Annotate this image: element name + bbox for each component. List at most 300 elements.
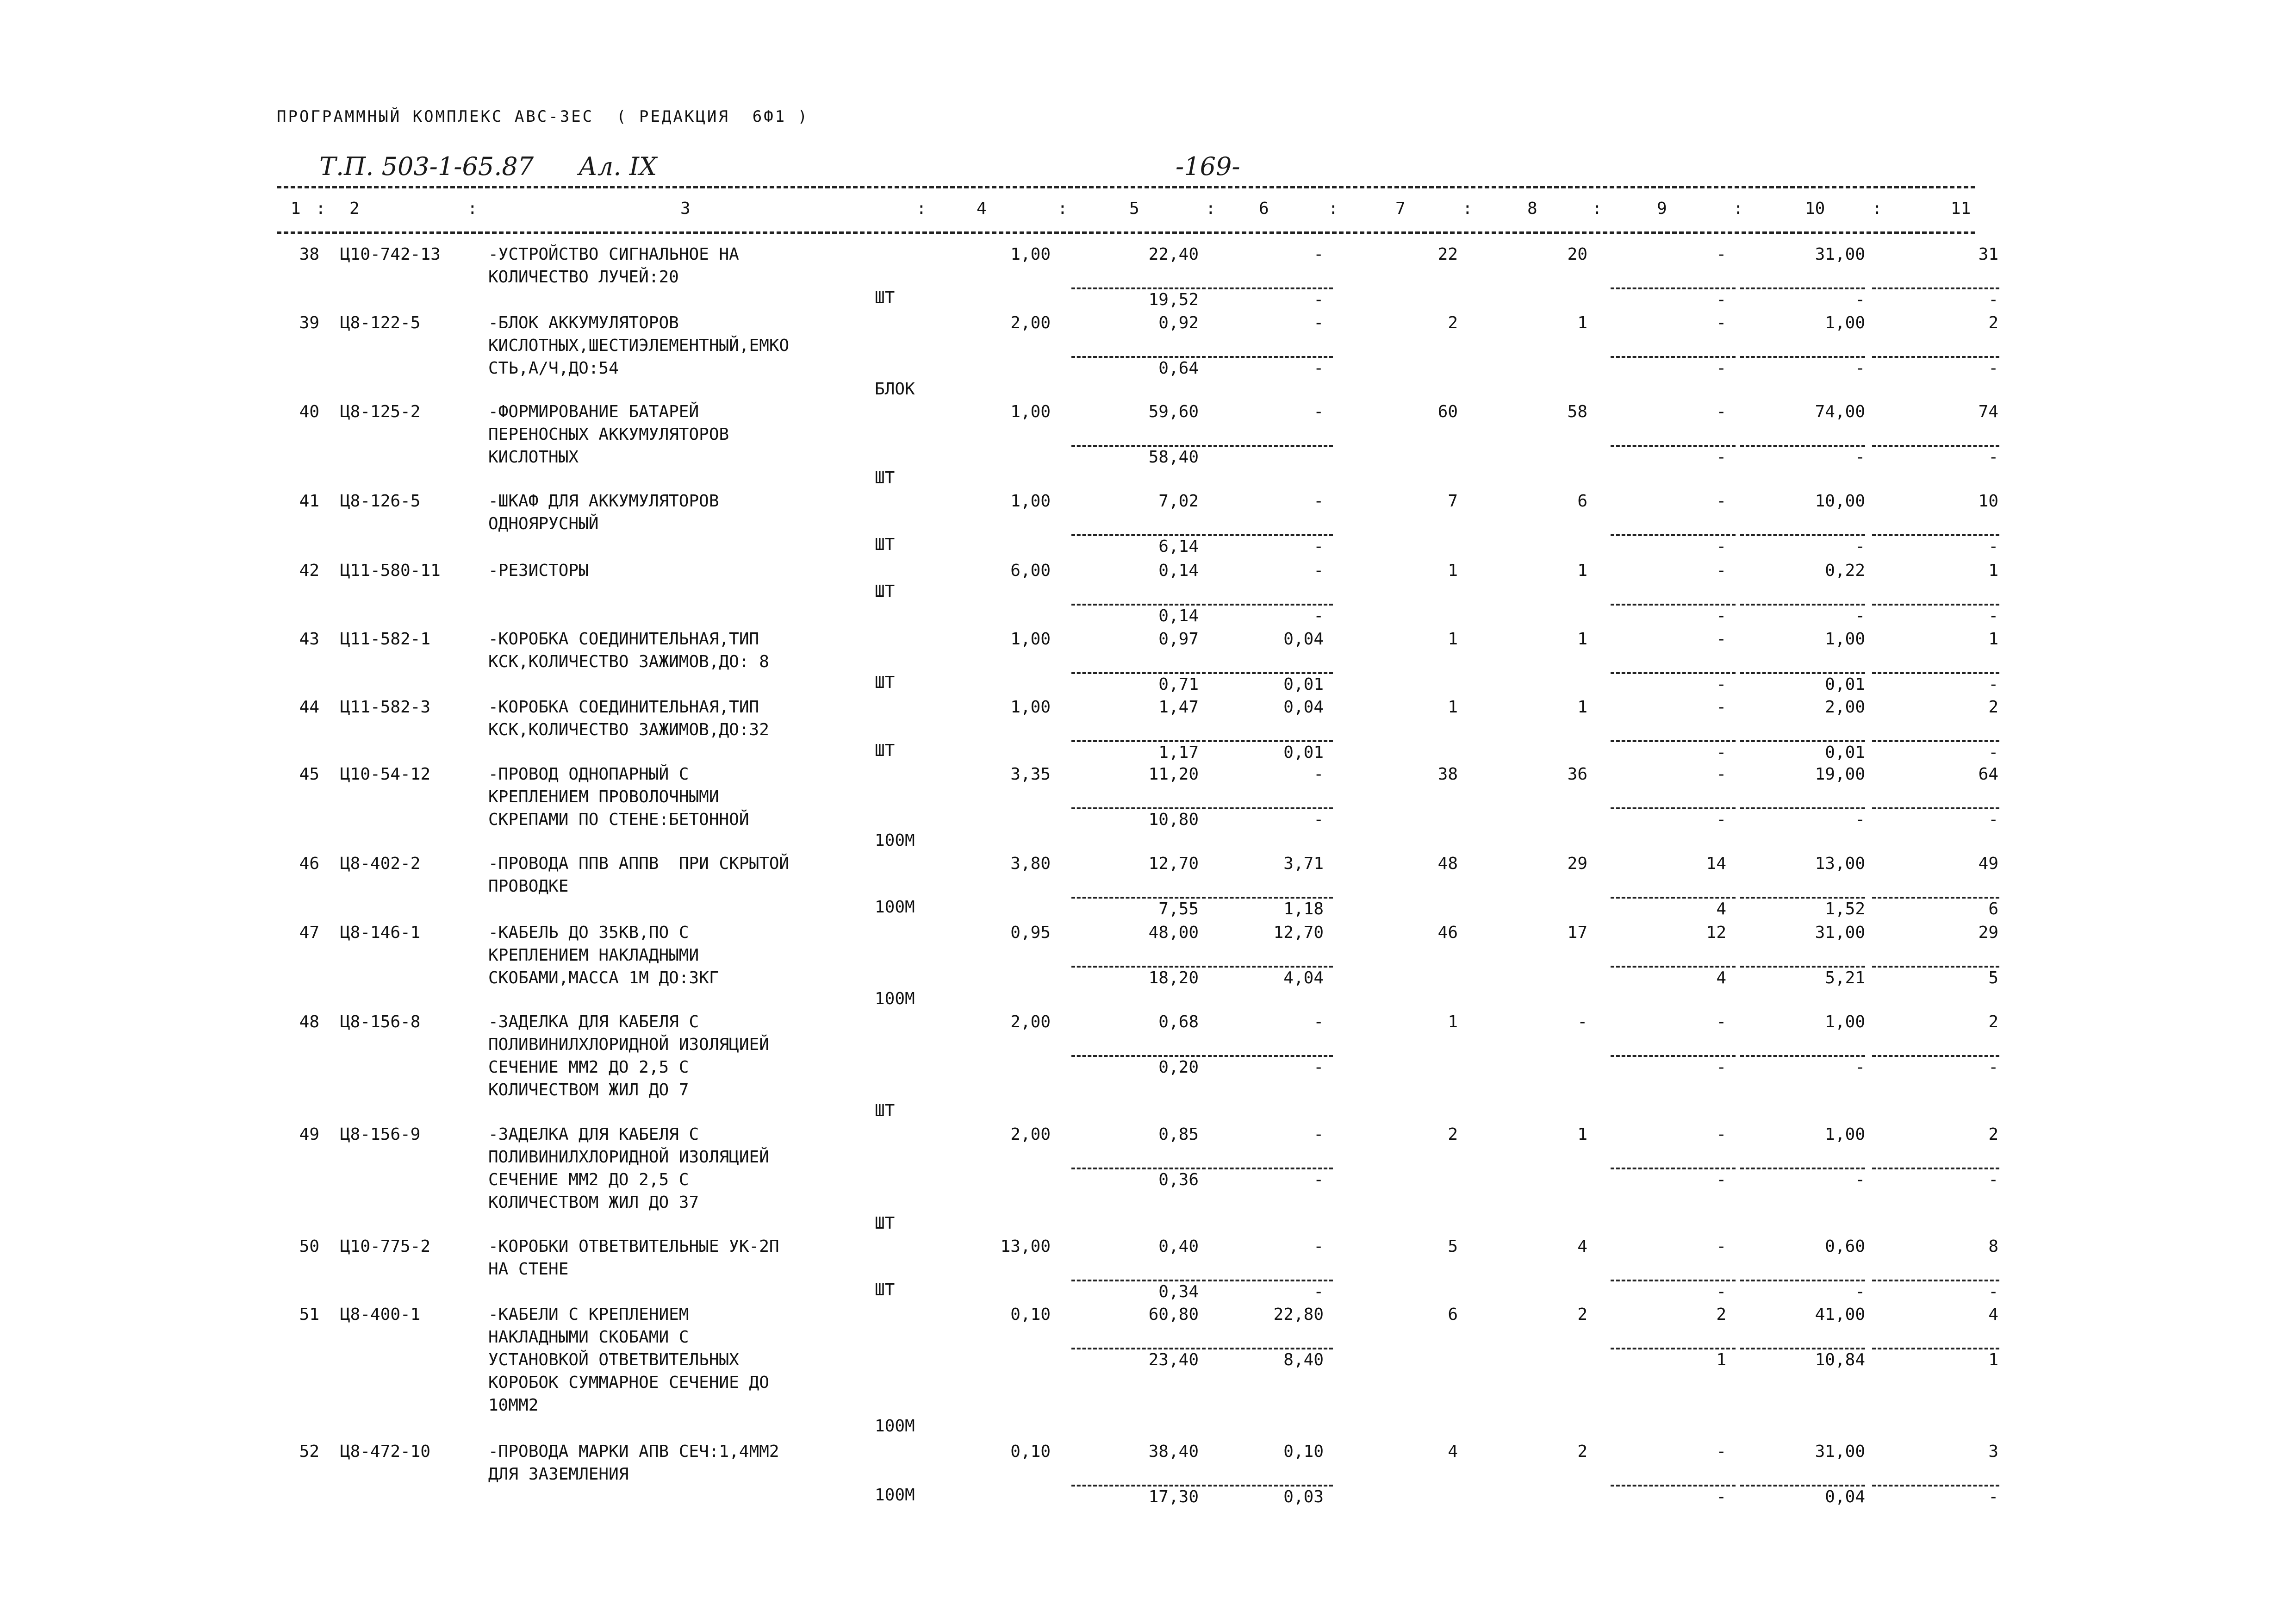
value-underline <box>1071 1055 1206 1057</box>
work-description: СЕЧЕНИЕ ММ2 ДО 2,5 С <box>488 1058 689 1077</box>
value-underline <box>1740 287 1865 289</box>
work-description: -ШКАФ ДЛЯ АККУМУЛЯТОРОВ <box>488 492 719 511</box>
col11-wage: 6 <box>1988 899 1998 918</box>
work-description: КРЕПЛЕНИЕМ ПРОВОЛОЧНЫМИ <box>488 787 719 806</box>
col10-total: 1,00 <box>1825 1125 1865 1144</box>
value-underline <box>1208 1280 1333 1281</box>
col10-wage: - <box>1855 448 1865 467</box>
unit-of-measure: ШТ <box>875 288 895 307</box>
col11-total: 2 <box>1988 1125 1998 1144</box>
col9-total: - <box>1716 698 1726 717</box>
value-underline <box>1872 1280 1999 1281</box>
col11-total: 10 <box>1978 492 1998 511</box>
column-separator: : <box>1872 199 1882 218</box>
col11-total: 1 <box>1988 561 1998 580</box>
col9-wage: 1 <box>1716 1350 1726 1369</box>
work-description: КОЛИЧЕСТВОМ ЖИЛ ДО 7 <box>488 1081 689 1099</box>
col7: 6 <box>1448 1305 1458 1324</box>
col5-total: 48,00 <box>1148 923 1199 942</box>
column-separator: : <box>916 199 927 218</box>
col6-wage: - <box>1313 1170 1324 1189</box>
col5-total: 12,70 <box>1148 854 1199 873</box>
col7: 48 <box>1437 854 1458 873</box>
col8: 58 <box>1567 402 1587 421</box>
value-underline <box>1071 740 1206 742</box>
col5-total: 0,97 <box>1158 630 1199 649</box>
col10-total: 74,00 <box>1815 402 1865 421</box>
col5-total: 0,92 <box>1158 313 1199 332</box>
col11-total: 2 <box>1988 698 1998 717</box>
column-header-3: 3 <box>680 199 691 218</box>
col5-total: 0,85 <box>1158 1125 1199 1144</box>
row-number: 42 <box>299 561 319 580</box>
rate-code: Ц8-400-1 <box>340 1305 421 1324</box>
work-description: -ПРОВОДА МАРКИ АПВ СЕЧ:1,4ММ2 <box>488 1442 779 1461</box>
quantity: 2,00 <box>1010 1012 1051 1031</box>
col10-total: 1,00 <box>1825 630 1865 649</box>
work-description: КОРОБОК СУММАРНОЕ СЕЧЕНИЕ ДО <box>488 1373 769 1392</box>
value-underline <box>1208 966 1333 968</box>
value-underline <box>1872 672 1999 674</box>
value-underline <box>1208 672 1333 674</box>
column-header-6: 6 <box>1259 199 1269 218</box>
col11-wage: - <box>1988 1058 1998 1077</box>
col7: 1 <box>1448 630 1458 649</box>
column-separator: : <box>1462 199 1473 218</box>
col5-wage: 10,80 <box>1148 810 1199 829</box>
work-description: КСК,КОЛИЧЕСТВО ЗАЖИМОВ,ДО:32 <box>488 720 769 739</box>
value-underline <box>1611 1485 1736 1487</box>
row-number: 50 <box>299 1237 319 1256</box>
value-underline <box>1872 807 1999 809</box>
work-description: КИСЛОТНЫХ <box>488 448 579 467</box>
unit-of-measure: ШТ <box>875 673 895 692</box>
quantity: 0,95 <box>1010 923 1051 942</box>
col9-wage: - <box>1716 1058 1726 1077</box>
col5-wage: 1,17 <box>1158 743 1199 762</box>
value-underline <box>1071 897 1206 899</box>
col9-total: - <box>1716 492 1726 511</box>
column-header-11: 11 <box>1951 199 1971 218</box>
column-separator: : <box>467 199 478 218</box>
col11-total: 8 <box>1988 1237 1998 1256</box>
col9-total: - <box>1716 1237 1726 1256</box>
row-number: 45 <box>299 765 319 784</box>
value-underline <box>1071 1485 1206 1487</box>
value-underline <box>1872 897 1999 899</box>
work-description: СКОБАМИ,МАССА 1М ДО:3КГ <box>488 968 719 987</box>
col7: 2 <box>1448 313 1458 332</box>
work-description: ОДНОЯРУСНЫЙ <box>488 514 599 533</box>
col10-total: 31,00 <box>1815 923 1865 942</box>
col10-total: 10,00 <box>1815 492 1865 511</box>
value-underline <box>1071 1348 1206 1349</box>
col6-total: - <box>1313 245 1324 264</box>
col11-wage: - <box>1988 606 1998 625</box>
quantity: 1,00 <box>1010 698 1051 717</box>
quantity: 1,00 <box>1010 630 1051 649</box>
col10-total: 31,00 <box>1815 245 1865 264</box>
col5-total: 0,68 <box>1158 1012 1199 1031</box>
value-underline <box>1611 287 1736 289</box>
col7: 1 <box>1448 698 1458 717</box>
work-description: ПОЛИВИНИЛХЛОРИДНОЙ ИЗОЛЯЦИЕЙ <box>488 1148 769 1167</box>
col5-total: 11,20 <box>1148 765 1199 784</box>
col9-total: - <box>1716 245 1726 264</box>
col5-wage: 0,71 <box>1158 675 1199 694</box>
col6-total: - <box>1313 1012 1324 1031</box>
col7: 7 <box>1448 492 1458 511</box>
work-description: 10ММ2 <box>488 1396 539 1415</box>
col11-wage: - <box>1988 290 1998 309</box>
unit-of-measure: ШТ <box>875 1101 895 1120</box>
work-description: КРЕПЛЕНИЕМ НАКЛАДНЫМИ <box>488 946 699 965</box>
col6-wage: - <box>1313 359 1324 378</box>
work-description: КИСЛОТНЫХ,ШЕСТИЭЛЕМЕНТНЫЙ,ЕМКО <box>488 336 790 355</box>
col5-wage: 0,20 <box>1158 1058 1199 1077</box>
unit-of-measure: ШТ <box>875 741 895 760</box>
value-underline <box>1071 1168 1206 1169</box>
col6-total: 0,04 <box>1283 630 1324 649</box>
col10-wage: - <box>1855 1170 1865 1189</box>
col9-total: - <box>1716 402 1726 421</box>
quantity: 1,00 <box>1010 492 1051 511</box>
col11-wage: - <box>1988 810 1998 829</box>
value-underline <box>1611 1280 1736 1281</box>
col11-total: 31 <box>1978 245 1998 264</box>
work-description: НАКЛАДНЫМИ СКОБАМИ С <box>488 1328 689 1347</box>
work-description: КСК,КОЛИЧЕСТВО ЗАЖИМОВ,ДО: 8 <box>488 652 769 671</box>
value-underline <box>1208 740 1333 742</box>
quantity: 0,10 <box>1010 1442 1051 1461</box>
col6-wage: 0,03 <box>1283 1487 1324 1506</box>
column-header-8: 8 <box>1527 199 1537 218</box>
work-description: -ЗАДЕЛКА ДЛЯ КАБЕЛЯ С <box>488 1012 699 1031</box>
value-underline <box>1740 897 1865 899</box>
col11-wage: - <box>1988 448 1998 467</box>
col8: 1 <box>1577 630 1587 649</box>
col11-wage: - <box>1988 675 1998 694</box>
col8: 1 <box>1577 313 1587 332</box>
col5-wage: 19,52 <box>1148 290 1199 309</box>
col8: 1 <box>1577 561 1587 580</box>
col11-total: 1 <box>1988 630 1998 649</box>
col10-wage: 10,84 <box>1815 1350 1865 1369</box>
rate-code: Ц8-156-9 <box>340 1125 421 1144</box>
col5-wage: 7,55 <box>1158 899 1199 918</box>
col6-total: - <box>1313 1125 1324 1144</box>
col9-wage: - <box>1716 743 1726 762</box>
value-underline <box>1872 1055 1999 1057</box>
work-description: КОЛИЧЕСТВОМ ЖИЛ ДО 37 <box>488 1193 699 1212</box>
col10-wage: 0,01 <box>1825 675 1865 694</box>
col11-total: 2 <box>1988 1012 1998 1031</box>
column-header-4: 4 <box>977 199 987 218</box>
col5-wage: 0,36 <box>1158 1170 1199 1189</box>
unit-of-measure: ШТ <box>875 1214 895 1233</box>
value-underline <box>1071 445 1206 447</box>
col5-total: 1,47 <box>1158 698 1199 717</box>
value-underline <box>1071 966 1206 968</box>
col5-total: 7,02 <box>1158 492 1199 511</box>
col11-total: 49 <box>1978 854 1998 873</box>
col8: 20 <box>1567 245 1587 264</box>
column-header-7: 7 <box>1395 199 1406 218</box>
col5-total: 59,60 <box>1148 402 1199 421</box>
col9-total: - <box>1716 630 1726 649</box>
col6-wage: - <box>1313 1282 1324 1301</box>
col9-total: 14 <box>1706 854 1726 873</box>
col5-wage: 18,20 <box>1148 968 1199 987</box>
value-underline <box>1208 1485 1333 1487</box>
column-separator: : <box>1058 199 1068 218</box>
row-number: 43 <box>299 630 319 649</box>
quantity: 0,10 <box>1010 1305 1051 1324</box>
value-underline <box>1208 1348 1333 1349</box>
col10-total: 2,00 <box>1825 698 1865 717</box>
rate-code: Ц10-775-2 <box>340 1237 431 1256</box>
quantity: 1,00 <box>1010 245 1051 264</box>
value-underline <box>1208 287 1333 289</box>
row-number: 52 <box>299 1442 319 1461</box>
unit-of-measure: 100М <box>875 989 915 1008</box>
col11-wage: - <box>1988 1282 1998 1301</box>
col11-wage: 1 <box>1988 1350 1998 1369</box>
col9-total: 2 <box>1716 1305 1726 1324</box>
col9-wage: - <box>1716 810 1726 829</box>
col7: 38 <box>1437 765 1458 784</box>
rate-code: Ц11-582-3 <box>340 698 431 717</box>
col6-wage: - <box>1313 606 1324 625</box>
work-description: -ФОРМИРОВАНИЕ БАТАРЕЙ <box>488 402 699 421</box>
rate-code: Ц11-580-11 <box>340 561 441 580</box>
value-underline <box>1071 1280 1206 1281</box>
col9-total: - <box>1716 765 1726 784</box>
column-separator: : <box>1592 199 1602 218</box>
unit-of-measure: 100М <box>875 831 915 850</box>
row-number: 48 <box>299 1012 319 1031</box>
value-underline <box>1611 604 1736 606</box>
row-number: 44 <box>299 698 319 717</box>
value-underline <box>1208 356 1333 358</box>
unit-of-measure: ШТ <box>875 582 895 601</box>
row-number: 40 <box>299 402 319 421</box>
page-number: -169- <box>1176 152 1240 181</box>
col5-total: 0,14 <box>1158 561 1199 580</box>
rate-code: Ц8-472-10 <box>340 1442 431 1461</box>
value-underline <box>1740 740 1865 742</box>
work-description: НА СТЕНЕ <box>488 1260 569 1279</box>
work-description: ПРОВОДКЕ <box>488 877 569 896</box>
col6-total: - <box>1313 492 1324 511</box>
value-underline <box>1071 534 1206 536</box>
header-rule-top <box>277 186 1975 188</box>
col6-total: - <box>1313 561 1324 580</box>
column-separator: : <box>1733 199 1743 218</box>
col6-wage: 0,01 <box>1283 743 1324 762</box>
col10-total: 13,00 <box>1815 854 1865 873</box>
col6-total: 0,04 <box>1283 698 1324 717</box>
rate-code: Ц8-122-5 <box>340 313 421 332</box>
quantity: 3,80 <box>1010 854 1051 873</box>
col9-wage: - <box>1716 1282 1726 1301</box>
col11-total: 29 <box>1978 923 1998 942</box>
col6-wage: 0,01 <box>1283 675 1324 694</box>
col11-total: 74 <box>1978 402 1998 421</box>
col11-total: 3 <box>1988 1442 1998 1461</box>
column-separator: : <box>316 199 326 218</box>
col5-total: 60,80 <box>1148 1305 1199 1324</box>
unit-of-measure: ШТ <box>875 1280 895 1299</box>
work-description: -ПРОВОДА ППВ АППВ ПРИ СКРЫТОЙ <box>488 854 790 873</box>
work-description: СТЬ,А/Ч,ДО:54 <box>488 359 619 378</box>
value-underline <box>1611 966 1736 968</box>
col9-total: 12 <box>1706 923 1726 942</box>
col10-total: 0,22 <box>1825 561 1865 580</box>
work-description: -ПРОВОД ОДНОПАРНЫЙ С <box>488 765 689 784</box>
value-underline <box>1740 807 1865 809</box>
col9-wage: - <box>1716 359 1726 378</box>
value-underline <box>1740 1280 1865 1281</box>
row-number: 41 <box>299 492 319 511</box>
col6-total: - <box>1313 313 1324 332</box>
unit-of-measure: ШТ <box>875 468 895 487</box>
work-description: -ЗАДЕЛКА ДЛЯ КАБЕЛЯ С <box>488 1125 699 1144</box>
value-underline <box>1071 672 1206 674</box>
value-underline <box>1740 445 1865 447</box>
value-underline <box>1611 534 1736 536</box>
col10-total: 31,00 <box>1815 1442 1865 1461</box>
col9-wage: 4 <box>1716 899 1726 918</box>
unit-of-measure: ШТ <box>875 535 895 554</box>
unit-of-measure: 100М <box>875 898 915 917</box>
col10-wage: 1,52 <box>1825 899 1865 918</box>
row-number: 39 <box>299 313 319 332</box>
col11-wage: - <box>1988 359 1998 378</box>
col11-wage: 5 <box>1988 968 1998 987</box>
value-underline <box>1740 356 1865 358</box>
value-underline <box>1071 807 1206 809</box>
rate-code: Ц8-126-5 <box>340 492 421 511</box>
col8: 36 <box>1567 765 1587 784</box>
quantity: 1,00 <box>1010 402 1051 421</box>
col10-wage: - <box>1855 1282 1865 1301</box>
value-underline <box>1872 1168 1999 1169</box>
col7: 1 <box>1448 561 1458 580</box>
col9-total: - <box>1716 313 1726 332</box>
col9-wage: - <box>1716 1170 1726 1189</box>
col9-total: - <box>1716 1125 1726 1144</box>
col10-wage: - <box>1855 359 1865 378</box>
col11-wage: - <box>1988 537 1998 556</box>
value-underline <box>1611 445 1736 447</box>
work-description: КОЛИЧЕСТВО ЛУЧЕЙ:20 <box>488 268 679 287</box>
value-underline <box>1611 807 1736 809</box>
col9-wage: - <box>1716 537 1726 556</box>
col10-total: 1,00 <box>1825 1012 1865 1031</box>
quantity: 13,00 <box>1000 1237 1051 1256</box>
col9-total: - <box>1716 1012 1726 1031</box>
work-description: ПОЛИВИНИЛХЛОРИДНОЙ ИЗОЛЯЦИЕЙ <box>488 1035 769 1054</box>
quantity: 3,35 <box>1010 765 1051 784</box>
column-separator: : <box>1206 199 1216 218</box>
work-description: -КАБЕЛЬ ДО 35КВ,ПО С <box>488 923 689 942</box>
rate-code: Ц10-742-13 <box>340 245 441 264</box>
rate-code: Ц11-582-1 <box>340 630 431 649</box>
col6-total: 0,10 <box>1283 1442 1324 1461</box>
work-description: ДЛЯ ЗАЗЕМЛЕНИЯ <box>488 1465 629 1484</box>
work-description: СЕЧЕНИЕ ММ2 ДО 2,5 С <box>488 1170 689 1189</box>
col8: 17 <box>1567 923 1587 942</box>
quantity: 2,00 <box>1010 1125 1051 1144</box>
col9-total: - <box>1716 561 1726 580</box>
col10-total: 41,00 <box>1815 1305 1865 1324</box>
value-underline <box>1611 1348 1736 1349</box>
col10-wage: 5,21 <box>1825 968 1865 987</box>
col6-wage: 1,18 <box>1283 899 1324 918</box>
col8: 4 <box>1577 1237 1587 1256</box>
column-header-2: 2 <box>349 199 360 218</box>
unit-of-measure: 100М <box>875 1417 915 1436</box>
col6-wage: - <box>1313 537 1324 556</box>
col5-wage: 58,40 <box>1148 448 1199 467</box>
col10-wage: 0,01 <box>1825 743 1865 762</box>
value-underline <box>1872 740 1999 742</box>
col10-wage: 0,04 <box>1825 1487 1865 1506</box>
value-underline <box>1611 897 1736 899</box>
col11-total: 2 <box>1988 313 1998 332</box>
value-underline <box>1740 534 1865 536</box>
value-underline <box>1611 672 1736 674</box>
value-underline <box>1872 604 1999 606</box>
col10-wage: - <box>1855 537 1865 556</box>
quantity: 2,00 <box>1010 313 1051 332</box>
row-number: 47 <box>299 923 319 942</box>
col6-wage: - <box>1313 1058 1324 1077</box>
sheet-label: Ал. IX <box>579 152 657 181</box>
col10-total: 0,60 <box>1825 1237 1865 1256</box>
col10-wage: - <box>1855 290 1865 309</box>
value-underline <box>1208 445 1333 447</box>
col10-wage: - <box>1855 1058 1865 1077</box>
col7: 2 <box>1448 1125 1458 1144</box>
value-underline <box>1208 807 1333 809</box>
col8: 2 <box>1577 1305 1587 1324</box>
rate-code: Ц8-125-2 <box>340 402 421 421</box>
col5-wage: 6,14 <box>1158 537 1199 556</box>
rate-code: Ц8-402-2 <box>340 854 421 873</box>
program-header: ПРОГРАММНЫЙ КОМПЛЕКС АВС-3ЕС ( РЕДАКЦИЯ 6Ф1 ) <box>277 107 809 126</box>
col8: 29 <box>1567 854 1587 873</box>
col7: 5 <box>1448 1237 1458 1256</box>
col6-wage: - <box>1313 810 1324 829</box>
col6-total: - <box>1313 1237 1324 1256</box>
col5-total: 0,40 <box>1158 1237 1199 1256</box>
row-number: 46 <box>299 854 319 873</box>
column-header-10: 10 <box>1805 199 1825 218</box>
rate-code: Ц8-146-1 <box>340 923 421 942</box>
work-description: -УСТРОЙСТВО СИГНАЛЬНОЕ НА <box>488 245 739 264</box>
value-underline <box>1740 672 1865 674</box>
col8: 2 <box>1577 1442 1587 1461</box>
value-underline <box>1740 1485 1865 1487</box>
work-description: -КОРОБКА СОЕДИНИТЕЛЬНАЯ,ТИП <box>488 698 759 717</box>
value-underline <box>1611 1055 1736 1057</box>
col7: 46 <box>1437 923 1458 942</box>
col6-total: - <box>1313 402 1324 421</box>
work-description: УСТАНОВКОЙ ОТВЕТВИТЕЛЬНЫХ <box>488 1350 739 1369</box>
column-header-5: 5 <box>1129 199 1139 218</box>
